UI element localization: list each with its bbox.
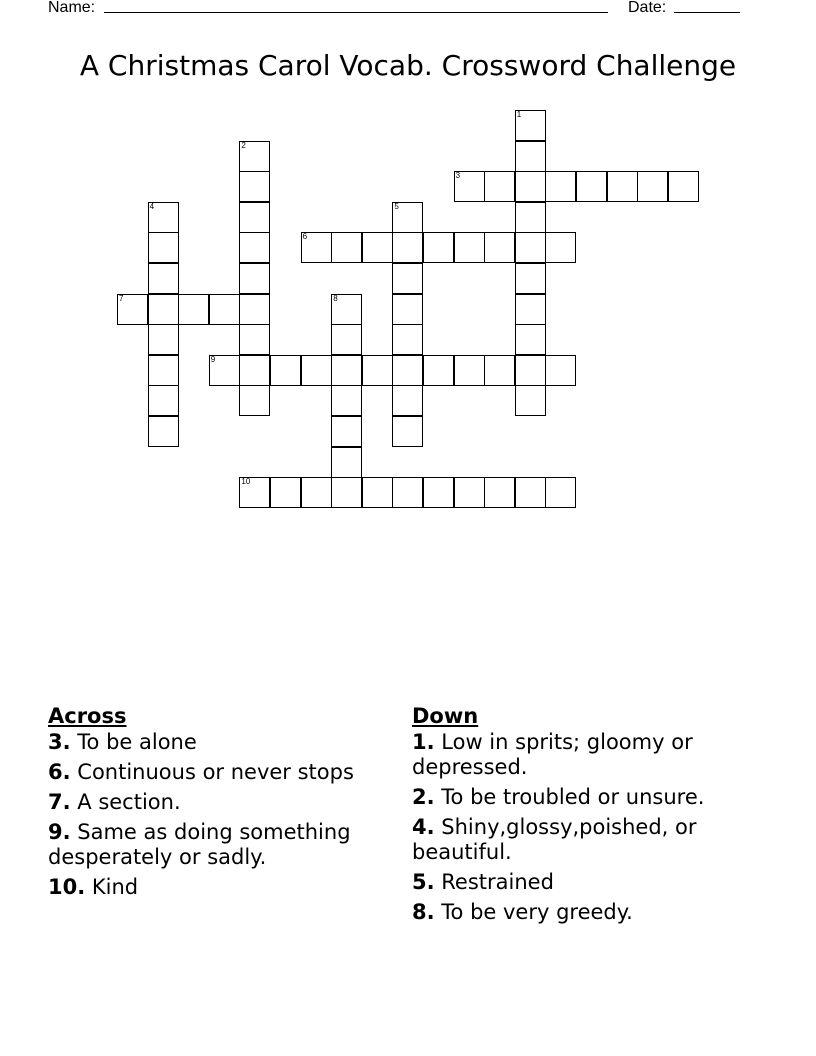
grid-cell[interactable]: [239, 232, 270, 263]
grid-cell[interactable]: [392, 202, 423, 233]
grid-cell[interactable]: [362, 355, 393, 386]
grid-cell[interactable]: [392, 263, 423, 294]
grid-cell[interactable]: [423, 355, 454, 386]
grid-cell[interactable]: [148, 355, 179, 386]
grid-cell[interactable]: [148, 416, 179, 447]
grid-cell[interactable]: [239, 263, 270, 294]
grid-cell[interactable]: [454, 355, 485, 386]
grid-cell[interactable]: [331, 385, 362, 416]
clue-text: Continuous or never stops: [77, 760, 354, 784]
grid-cell[interactable]: [484, 477, 515, 508]
clue-across-9: [48, 820, 388, 870]
grid-cell[interactable]: [392, 477, 423, 508]
grid-cell[interactable]: [668, 171, 699, 202]
grid-cell[interactable]: [545, 355, 576, 386]
down-clues: [412, 702, 752, 930]
grid-cell[interactable]: [148, 232, 179, 263]
grid-cell[interactable]: [209, 355, 240, 386]
grid-cell[interactable]: [423, 232, 454, 263]
clue-number: 5.: [412, 870, 435, 894]
clue-number: 10.: [48, 875, 86, 899]
cell-number: 10: [241, 477, 251, 487]
grid-cell[interactable]: [484, 232, 515, 263]
clue-number: 4.: [412, 815, 435, 839]
grid-cell[interactable]: [545, 171, 576, 202]
grid-cell[interactable]: [331, 477, 362, 508]
grid-cell[interactable]: [239, 355, 270, 386]
grid-cell[interactable]: [545, 232, 576, 263]
clue-text: To be very greedy.: [441, 900, 633, 924]
grid-cell[interactable]: [576, 171, 607, 202]
grid-cell[interactable]: [331, 324, 362, 355]
grid-cell[interactable]: [239, 141, 270, 172]
grid-cell[interactable]: [362, 232, 393, 263]
clue-down-5: [412, 870, 752, 895]
grid-cell[interactable]: [545, 477, 576, 508]
name-label: Name:: [48, 0, 96, 16]
grid-cell[interactable]: [515, 202, 546, 233]
grid-cell[interactable]: [239, 171, 270, 202]
grid-cell[interactable]: [515, 141, 546, 172]
grid-cell[interactable]: [148, 294, 179, 325]
across-clues: [48, 702, 388, 905]
down-heading: Down: [412, 704, 479, 728]
grid-cell[interactable]: [454, 171, 485, 202]
grid-cell[interactable]: [148, 202, 179, 233]
grid-cell[interactable]: [515, 110, 546, 141]
grid-cell[interactable]: [331, 294, 362, 325]
clue-number: 2.: [412, 785, 435, 809]
grid-cell[interactable]: [423, 477, 454, 508]
grid-cell[interactable]: [362, 477, 393, 508]
grid-cell[interactable]: [515, 263, 546, 294]
grid-cell[interactable]: [178, 294, 209, 325]
grid-cell[interactable]: [454, 477, 485, 508]
grid-cell[interactable]: [515, 232, 546, 263]
page-title: A Christmas Carol Vocab. Crossword Challenge: [79, 49, 737, 82]
grid-cell[interactable]: [515, 355, 546, 386]
grid-cell[interactable]: [484, 355, 515, 386]
clue-down-1: [412, 730, 752, 780]
clue-across-3: [48, 730, 388, 755]
grid-cell[interactable]: [301, 477, 332, 508]
grid-cell[interactable]: [148, 385, 179, 416]
cell-number: 9: [210, 354, 216, 364]
clue-down-2: [412, 785, 752, 810]
grid-cell[interactable]: [148, 263, 179, 294]
clue-number: 7.: [48, 790, 71, 814]
across-heading: Across: [48, 704, 127, 728]
grid-cell[interactable]: [331, 416, 362, 447]
cell-number: 7: [119, 293, 124, 303]
cell-number: 5: [394, 201, 399, 211]
grid-cell[interactable]: [239, 385, 270, 416]
grid-cell[interactable]: [301, 232, 332, 263]
grid-cell[interactable]: [270, 355, 301, 386]
grid-cell[interactable]: [239, 477, 270, 508]
grid-cell[interactable]: [515, 324, 546, 355]
grid-cell[interactable]: [515, 171, 546, 202]
grid-cell[interactable]: [454, 232, 485, 263]
clue-across-7: [48, 790, 388, 815]
grid-cell[interactable]: [392, 416, 423, 447]
clue-text: Low in sprits; gloomy or depressed.: [412, 730, 693, 779]
clue-text: Kind: [91, 875, 139, 899]
grid-cell[interactable]: [392, 232, 423, 263]
grid-cell[interactable]: [331, 232, 362, 263]
grid-cell[interactable]: [239, 324, 270, 355]
cell-number: 6: [302, 232, 308, 242]
grid-cell[interactable]: [270, 477, 301, 508]
clue-number: 6.: [48, 760, 71, 784]
grid-cell[interactable]: [148, 324, 179, 355]
grid-cell[interactable]: [392, 355, 423, 386]
clue-across-10: [48, 875, 388, 900]
clue-text: Restrained: [441, 870, 554, 894]
grid-cell[interactable]: [607, 171, 638, 202]
grid-cell[interactable]: [392, 294, 423, 325]
clue-number: 8.: [412, 900, 435, 924]
grid-cell[interactable]: [239, 202, 270, 233]
clue-down-4: [412, 815, 752, 865]
grid-cell[interactable]: [117, 294, 148, 325]
date-label: Date:: [628, 0, 667, 16]
cell-number: 3: [455, 171, 461, 181]
clue-text: To be alone: [77, 730, 197, 754]
clue-down-8: [412, 900, 752, 925]
clue-text: A section.: [77, 790, 181, 814]
grid-cell[interactable]: [239, 294, 270, 325]
cell-number: 1: [516, 110, 522, 119]
grid-cell[interactable]: [484, 171, 515, 202]
grid-cell[interactable]: [515, 477, 546, 508]
grid-cell[interactable]: [301, 355, 332, 386]
cell-number: 4: [149, 201, 155, 211]
grid-cell[interactable]: [331, 355, 362, 386]
clue-number: 9.: [48, 820, 71, 844]
clue-text: Shiny,glossy,poished, or beautiful.: [412, 815, 697, 864]
clue-text: Same as doing something desperately or sadly.: [48, 820, 351, 869]
clue-number: 3.: [48, 730, 71, 754]
grid-cell[interactable]: [637, 171, 668, 202]
cell-number: 2: [241, 140, 246, 150]
clue-across-6: [48, 760, 388, 785]
clue-number: 1.: [412, 730, 435, 754]
grid-cell[interactable]: [392, 324, 423, 355]
grid-cell[interactable]: [331, 447, 362, 478]
cell-number: 8: [333, 293, 338, 303]
grid-cell[interactable]: [515, 385, 546, 416]
grid-cell[interactable]: [209, 294, 240, 325]
clue-text: To be troubled or unsure.: [441, 785, 705, 809]
grid-cell[interactable]: [392, 385, 423, 416]
grid-cell[interactable]: [515, 294, 546, 325]
